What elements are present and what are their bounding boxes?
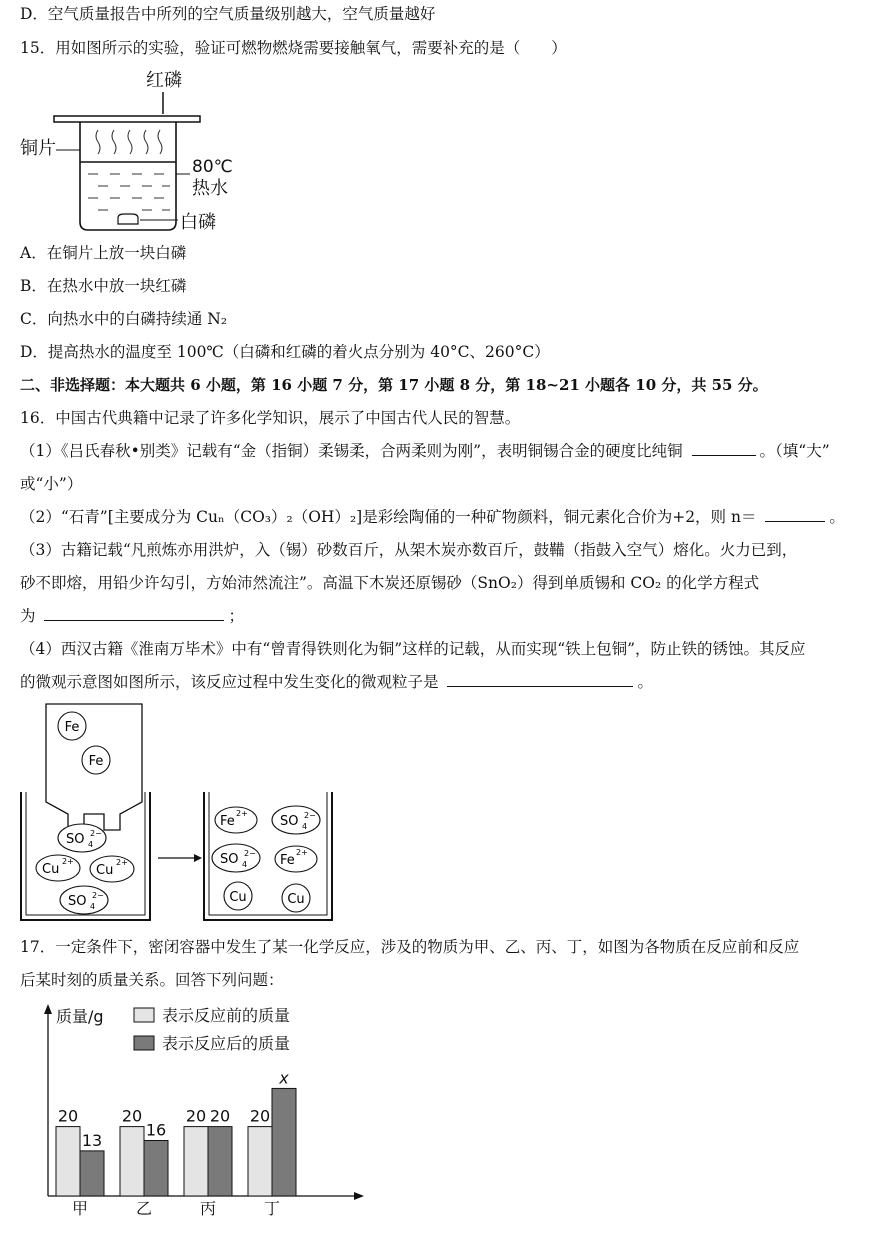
bar-after-1 xyxy=(144,1140,168,1196)
white-phosphorus xyxy=(118,214,138,224)
svg-text:2+: 2+ xyxy=(116,858,128,867)
q15-option-d: D．提高热水的温度至 100℃（白磷和红磷的着火点分别为 40°C、260°C） xyxy=(20,343,550,361)
svg-text:2+: 2+ xyxy=(236,809,248,818)
bar-before-1 xyxy=(120,1127,144,1196)
label-hot-water: 热水 xyxy=(192,178,228,199)
svg-text:Cu: Cu xyxy=(42,862,60,877)
section-2-heading: 二、非选择题：本大题共 6 小题，第 16 小题 7 分，第 17 小题 8 分，第 18~21 小题各 10 分，共 55 分。 xyxy=(20,376,768,394)
copper-plate xyxy=(54,116,200,122)
svg-text:SO: SO xyxy=(66,832,85,847)
q16-part1-line1 xyxy=(20,441,830,461)
legend-label-after: 表示反应后的质量 xyxy=(162,1034,291,1053)
q16-part3-line1: （3）古籍记载“凡煎炼亦用洪炉，入（锡）砂数百斤，从架木炭亦数百斤，鼓鞴（指鼓入空气）熔化。火力已到， xyxy=(20,541,798,559)
copper-ion-left-2 xyxy=(90,856,134,882)
q15-stem: 15．用如图所示的实验，验证可燃物燃烧需要接触氧气，需要补充的是（ ） xyxy=(20,39,567,57)
q16-part2-blank[interactable] xyxy=(765,507,825,522)
combustion-apparatus-figure xyxy=(18,64,278,244)
iron-ion-right-1 xyxy=(215,807,257,833)
legend-swatch-after xyxy=(134,1036,154,1050)
svg-text:Cu: Cu xyxy=(229,890,247,905)
svg-text:4: 4 xyxy=(88,840,94,849)
q16-part2 xyxy=(20,507,845,527)
q16-part4-blank[interactable] xyxy=(447,672,633,687)
q16-part2-end: 。 xyxy=(829,508,845,526)
sulfate-ion-right-1 xyxy=(272,806,320,834)
category-label-1: 乙 xyxy=(135,1199,153,1218)
svg-text:2−: 2− xyxy=(244,849,256,858)
legend-label-before: 表示反应前的质量 xyxy=(162,1006,291,1025)
q16-part3-blank[interactable] xyxy=(44,606,224,621)
q16-part4-line2 xyxy=(20,672,653,692)
bar-label-after-1: 16 xyxy=(145,1120,167,1140)
q17-stem-line1: 17．一定条件下，密闭容器中发生了某一化学反应，涉及的物质为甲、乙、丙、丁，如图为各物质在反应前和反应 xyxy=(20,938,800,956)
fe-atom-2 xyxy=(82,746,110,774)
sulfate-ion-right-2 xyxy=(212,844,260,872)
y-axis-label: 质量/g xyxy=(56,1007,104,1026)
svg-text:4: 4 xyxy=(90,902,96,911)
iron-ion-right-2 xyxy=(275,846,317,872)
q16-part3-end: ； xyxy=(228,607,244,625)
bar-before-3 xyxy=(248,1127,272,1196)
legend-swatch-before xyxy=(134,1008,154,1022)
svg-text:2+: 2+ xyxy=(296,848,308,857)
svg-text:Fe: Fe xyxy=(88,754,104,769)
svg-text:SO: SO xyxy=(68,894,87,909)
q16-part1-hint: 。（填“大” xyxy=(759,442,830,460)
svg-text:Fe: Fe xyxy=(64,720,80,735)
q15-option-b: B．在热水中放一块红磷 xyxy=(20,277,187,295)
q16-part4-text: 的微观示意图如图所示，该反应过程中发生变化的微观粒子是 xyxy=(20,673,439,691)
bar-before-2 xyxy=(184,1127,208,1196)
sulfate-ion-left-2 xyxy=(60,886,108,914)
svg-text:4: 4 xyxy=(302,822,308,831)
bar-after-3 xyxy=(272,1088,296,1196)
q15-option-c: C．向热水中的白磷持续通 N₂ xyxy=(20,310,228,328)
bar-label-before-2: 20 xyxy=(185,1106,207,1126)
svg-text:SO: SO xyxy=(280,814,299,829)
bar-label-after-3: x xyxy=(279,1068,289,1088)
svg-text:2+: 2+ xyxy=(62,857,74,866)
sulfate-ion-left-1 xyxy=(58,824,106,852)
q14-option-d: D．空气质量报告中所列的空气质量级别越大，空气质量越好 xyxy=(20,5,436,23)
q16-part1-text: （1）《吕氏春秋•别类》记载有“金（指铜）柔锡柔，合两柔则为刚”，表明铜锡合金的硬度比纯铜 xyxy=(20,442,683,460)
q16-part3-prefix: 为 xyxy=(20,607,36,625)
svg-text:2−: 2− xyxy=(92,891,104,900)
label-red-phosphorus: 红磷 xyxy=(146,70,182,91)
category-label-0: 甲 xyxy=(71,1199,89,1218)
q15-option-a: A．在铜片上放一块白磷 xyxy=(20,244,187,262)
svg-text:Cu: Cu xyxy=(287,892,305,907)
copper-atom-right-1 xyxy=(224,882,252,910)
bar-label-before-1: 20 xyxy=(121,1106,143,1126)
q17-stem-line2: 后某时刻的质量关系。回答下列问题： xyxy=(20,971,284,989)
svg-text:Fe: Fe xyxy=(280,853,295,868)
bar-label-before-0: 20 xyxy=(57,1106,79,1126)
label-copper-plate: 铜片 xyxy=(20,138,56,159)
copper-ion-left-1 xyxy=(36,855,80,881)
mass-bar-chart xyxy=(30,1000,370,1222)
svg-text:SO: SO xyxy=(220,852,239,867)
bar-label-after-0: 13 xyxy=(81,1130,103,1150)
label-temperature: 80℃ xyxy=(192,157,233,177)
bar-label-after-2: 20 xyxy=(209,1106,231,1126)
q16-part3-line3 xyxy=(20,606,244,626)
reaction-micro-diagram xyxy=(18,696,348,926)
q16-part3-line2: 砂不即熔，用铅少许勾引，方始沛然流注”。高温下木炭还原锡砂（SnO₂）得到单质锡和 CO₂ 的化学方程式 xyxy=(20,574,760,592)
q16-part1-line2: 或“小”） xyxy=(20,475,83,493)
q16-stem: 16．中国古代典籍中记录了许多化学知识，展示了中国古代人民的智慧。 xyxy=(20,409,521,427)
bar-before-0 xyxy=(56,1127,80,1196)
label-white-phosphorus: 白磷 xyxy=(180,212,216,233)
svg-text:2−: 2− xyxy=(90,829,102,838)
copper-atom-right-2 xyxy=(282,884,310,912)
bar-label-before-3: 20 xyxy=(249,1106,271,1126)
svg-text:Cu: Cu xyxy=(96,863,114,878)
q16-part1-blank[interactable] xyxy=(692,441,756,456)
category-label-2: 丙 xyxy=(199,1199,217,1218)
bar-after-2 xyxy=(208,1127,232,1196)
svg-text:4: 4 xyxy=(242,860,248,869)
bar-after-0 xyxy=(80,1151,104,1196)
svg-text:Fe: Fe xyxy=(220,814,235,829)
q16-part4-end: 。 xyxy=(637,673,653,691)
svg-text:2−: 2− xyxy=(304,811,316,820)
category-label-3: 丁 xyxy=(263,1199,281,1218)
q16-part4-line1: （4）西汉古籍《淮南万毕术》中有“曾青得铁则化为铜”这样的记载，从而实现“铁上包铜”，防止铁的锈蚀。其反应 xyxy=(20,640,806,658)
q16-part2-text: （2）“石青”[主要成分为 Cuₙ（CO₃）₂（OH）₂]是彩绘陶俑的一种矿物颜料，铜元素化合价为+2，则 n＝ xyxy=(20,508,757,526)
fe-atom-1 xyxy=(58,712,86,740)
